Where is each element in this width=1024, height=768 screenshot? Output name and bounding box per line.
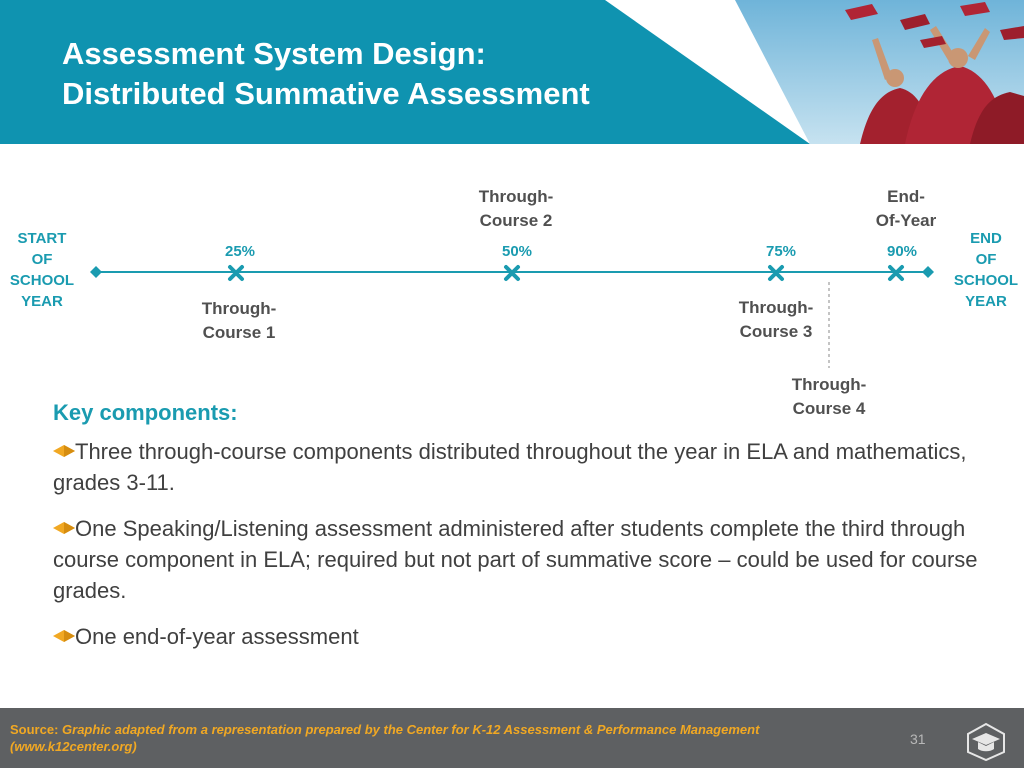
- graduation-cap-logo-icon: [964, 722, 1008, 762]
- page-number: 31: [910, 731, 926, 747]
- slide-header: [0, 0, 1024, 144]
- start-label-line: SCHOOL: [9, 272, 75, 289]
- bullet-arrow-icon: [53, 445, 75, 457]
- bullet-arrow-icon: [53, 522, 75, 534]
- source-note: [10, 721, 770, 755]
- end-label-line: OF: [975, 251, 997, 268]
- title-line-1: Assessment System Design:: [62, 36, 486, 71]
- through-course-1-label: [179, 297, 299, 345]
- key-components-section: [53, 400, 1003, 667]
- end-of-year-label: [846, 185, 966, 233]
- start-label-line: OF: [31, 251, 53, 268]
- start-label-line: YEAR: [21, 293, 63, 310]
- label-line: Of-Year: [875, 211, 937, 230]
- percent-label-90: 90%: [886, 243, 918, 260]
- bullet-item: [53, 621, 1003, 652]
- through-course-2-label: [456, 185, 576, 233]
- percent-label-50: 50%: [501, 243, 533, 260]
- through-course-3-label: [716, 296, 836, 344]
- start-of-school-year-label: [2, 228, 82, 312]
- label-line: Through-: [478, 187, 554, 206]
- end-label-line: YEAR: [965, 293, 1007, 310]
- title-line-2: Distributed Summative Assessment: [62, 76, 590, 111]
- page-title: [62, 34, 590, 114]
- diamond-endpoint-icon: [90, 266, 102, 278]
- label-line: Through-: [791, 375, 867, 394]
- end-label-line: SCHOOL: [953, 272, 1019, 289]
- percent-label-75: 75%: [765, 243, 797, 260]
- label-line: End-: [887, 187, 925, 206]
- bullet-item: [53, 513, 1003, 606]
- percent-label-25: 25%: [224, 243, 256, 260]
- label-line: Through-: [201, 299, 277, 318]
- label-line: Course 3: [739, 322, 813, 341]
- bullet-text: One Speaking/Listening assessment administered after students complete the third through course component in ELA; required but not part of summative score – could be used for course grades.: [53, 516, 978, 603]
- label-line: Course 4: [792, 399, 866, 418]
- end-label-line: END: [970, 230, 1002, 247]
- end-of-school-year-label: [946, 228, 1024, 312]
- timeline: [0, 180, 1024, 430]
- slide-footer: [0, 708, 1024, 768]
- bullet-item: [53, 436, 1003, 498]
- bullet-text: Three through-course components distributed throughout the year in ELA and mathematics, grades 3-11.: [53, 439, 967, 495]
- diamond-endpoint-icon: [922, 266, 934, 278]
- start-label-line: START: [17, 230, 67, 247]
- source-label: Source:: [10, 722, 59, 737]
- key-components-heading: Key components:: [53, 400, 238, 425]
- bullet-arrow-icon: [53, 630, 75, 642]
- label-line: Through-: [738, 298, 814, 317]
- source-citation: Graphic adapted from a representation prepared by the Center for K-12 Assessment & Performance Management (www.k12center.org): [10, 722, 760, 754]
- bullet-text: One end-of-year assessment: [75, 624, 359, 649]
- label-line: Course 1: [202, 323, 276, 342]
- label-line: Course 2: [479, 211, 553, 230]
